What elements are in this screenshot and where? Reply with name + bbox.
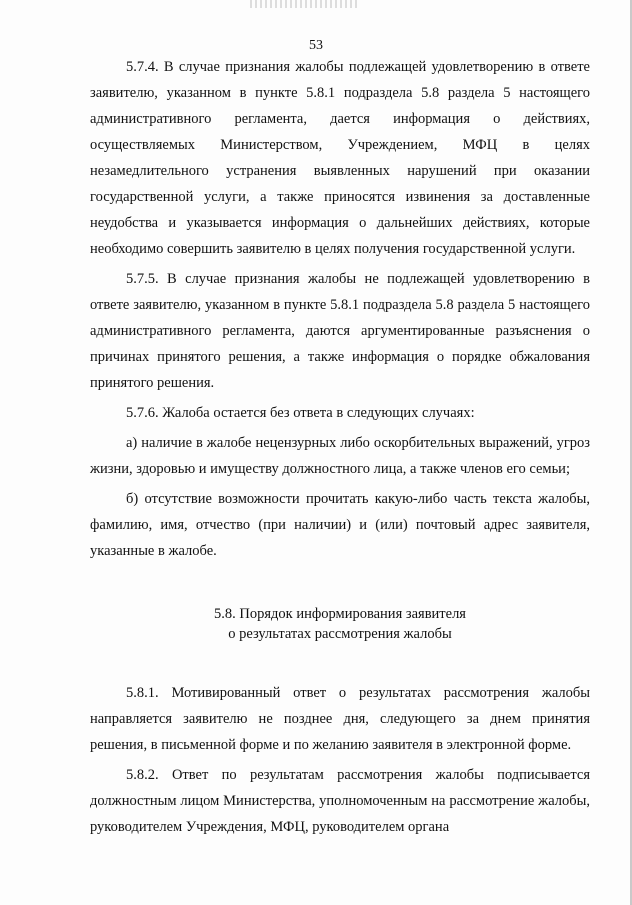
- paragraph-5-7-4: 5.7.4. В случае признания жалобы подлежащей удовлетворению в ответе заявителю, указанном в пункте 5.8.1 подраздела 5.8 раздела 5 настоящего административного регламента, дается информация о действиях, осуществляемых Министерством, Учреждением, МФЦ в целях незамедлительного устранения выявленных нарушений при оказании государственной услуги, а также приносятся извинения за доставленные неудобства и указывается информация о дальнейших действиях, которые необходимо совершить заявителю в целях получения государственной услуги.: [90, 59, 590, 257]
- page-number: 53: [309, 38, 323, 53]
- paragraph-5-7-5: 5.7.5. В случае признания жалобы не подлежащей удовлетворению в ответе заявителю, указанном в пункте 5.8.1 подраздела 5.8 раздела 5 настоящего административного регламента, даются аргументированные разъяснения о причинах принятого решения, а также информация о порядке обжалования принятого решения.: [90, 271, 590, 391]
- document-body: [90, 54, 590, 840]
- paragraph-5-8-2: 5.8.2. Ответ по результатам рассмотрения жалобы подписывается должностным лицом Министерства, уполномоченным на рассмотрение жалобы, руководителем Учреждения, МФЦ, руководителем органа: [90, 767, 590, 835]
- paragraph-5-8-1: 5.8.1. Мотивированный ответ о результатах рассмотрения жалобы направляется заявителю не позднее дня, следующего за днем принятия решения, в письменной форме и по желанию заявителя в электронной форме.: [90, 685, 590, 753]
- paragraph-5-7-6-a: а) наличие в жалобе нецензурных либо оскорбительных выражений, угроз жизни, здоровью и имуществу должностного лица, а также членов его семьи;: [90, 435, 590, 477]
- section-heading-line-2: о результатах рассмотрения жалобы: [228, 626, 452, 642]
- section-heading-line-1: 5.8. Порядок информирования заявителя: [214, 606, 466, 622]
- section-heading: [90, 604, 590, 644]
- scan-artifact: [250, 0, 360, 8]
- paragraph-5-7-6-b: б) отсутствие возможности прочитать какую-либо часть текста жалобы, фамилию, имя, отчество (при наличии) и (или) почтовый адрес заявителя, указанные в жалобе.: [90, 491, 590, 559]
- paragraph-5-7-6: 5.7.6. Жалоба остается без ответа в следующих случаях:: [126, 405, 475, 421]
